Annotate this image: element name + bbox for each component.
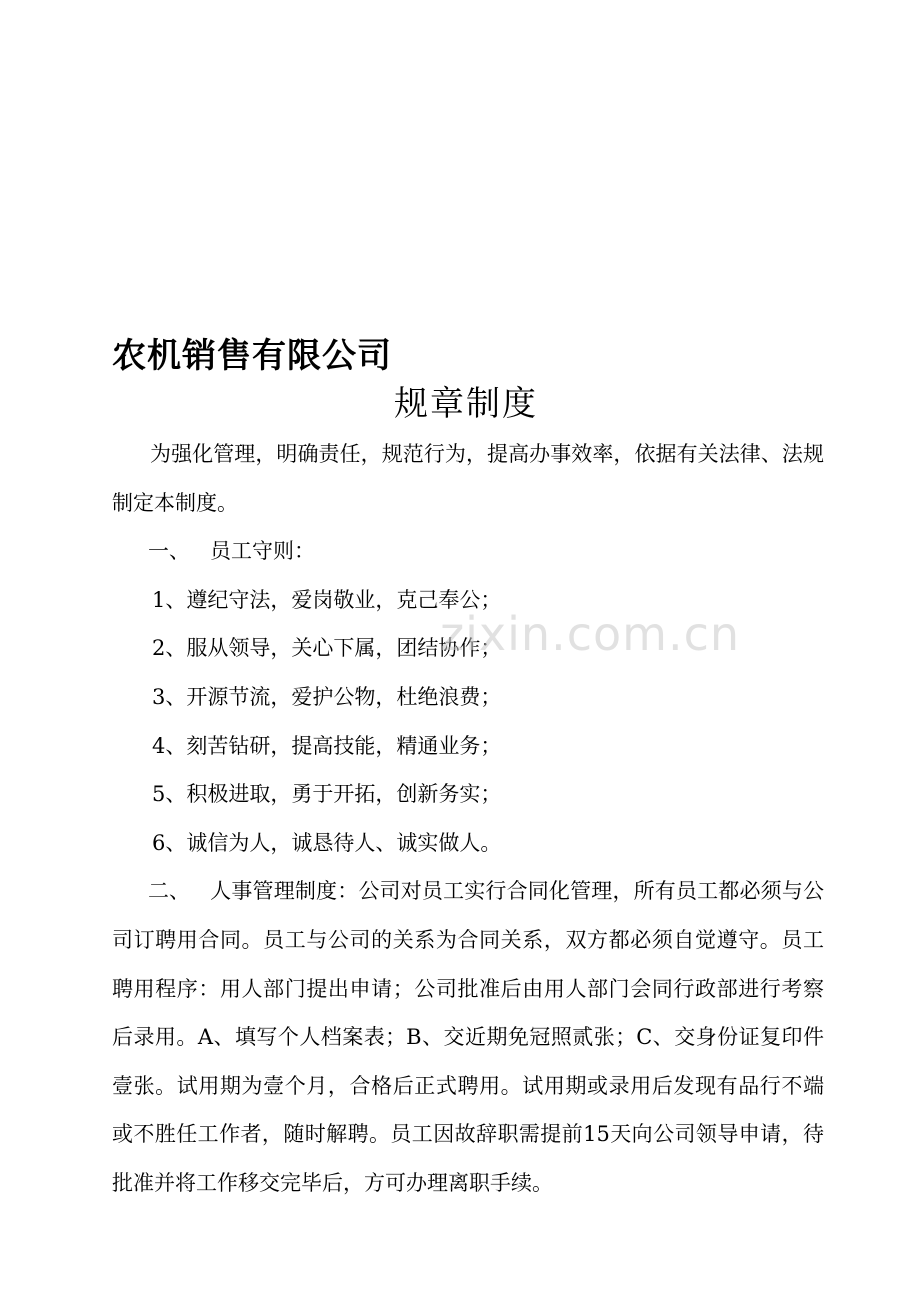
company-name: 农机销售有限公司 <box>112 336 392 376</box>
section-1-title: 员工守则： <box>210 539 315 564</box>
document-title: 规章制度 <box>394 384 538 424</box>
watermark-text: zixin.com.cn <box>440 607 741 661</box>
intro-paragraph: 为强化管理，明确责任，规范行为，提高办事效率，依据有关法律、法规制定本制度。 <box>112 442 824 515</box>
rule-item: 1、遵纪守法，爱岗敬业，克己奉公； <box>152 587 502 612</box>
section-2-text: 人事管理制度：公司对员工实行合同化管理，所有员工都必须与公司订聘用合同。员工与公司的关系为合同关系，双方都必须自觉遵守。员工聘用程序：用人部门提出申请；公司批准后由用人部门会同行政部进行考察后录用。A、填写个人档案表；B、交近期免冠照贰张；C、交身份证复印件壹张。试用期为壹个月，合格后正式聘用。试用期或录用后发现有品行不端或不胜任工作者，随时解聘。员工因故辞职需提前15天向公司领导申请，待批准并将工作移交完毕后，方可办理离职手续。 <box>112 879 824 1195</box>
rule-item: 4、刻苦钻研，提高技能，精通业务； <box>152 733 502 758</box>
section-2-number: 二、 <box>148 879 190 904</box>
section-1-heading <box>112 527 824 576</box>
rule-item: 5、积极进取，勇于开拓，创新务实； <box>152 782 502 807</box>
rule-item: 6、诚信为人，诚恳待人、诚实做人。 <box>152 830 502 855</box>
section-1-number: 一、 <box>148 539 190 564</box>
document-body <box>112 430 824 1208</box>
section-2-paragraph <box>112 867 824 1207</box>
rule-item: 2、服从领导，关心下属，团结协作； <box>152 636 502 661</box>
rule-item: 3、开源节流，爱护公物，杜绝浪费； <box>152 684 502 709</box>
